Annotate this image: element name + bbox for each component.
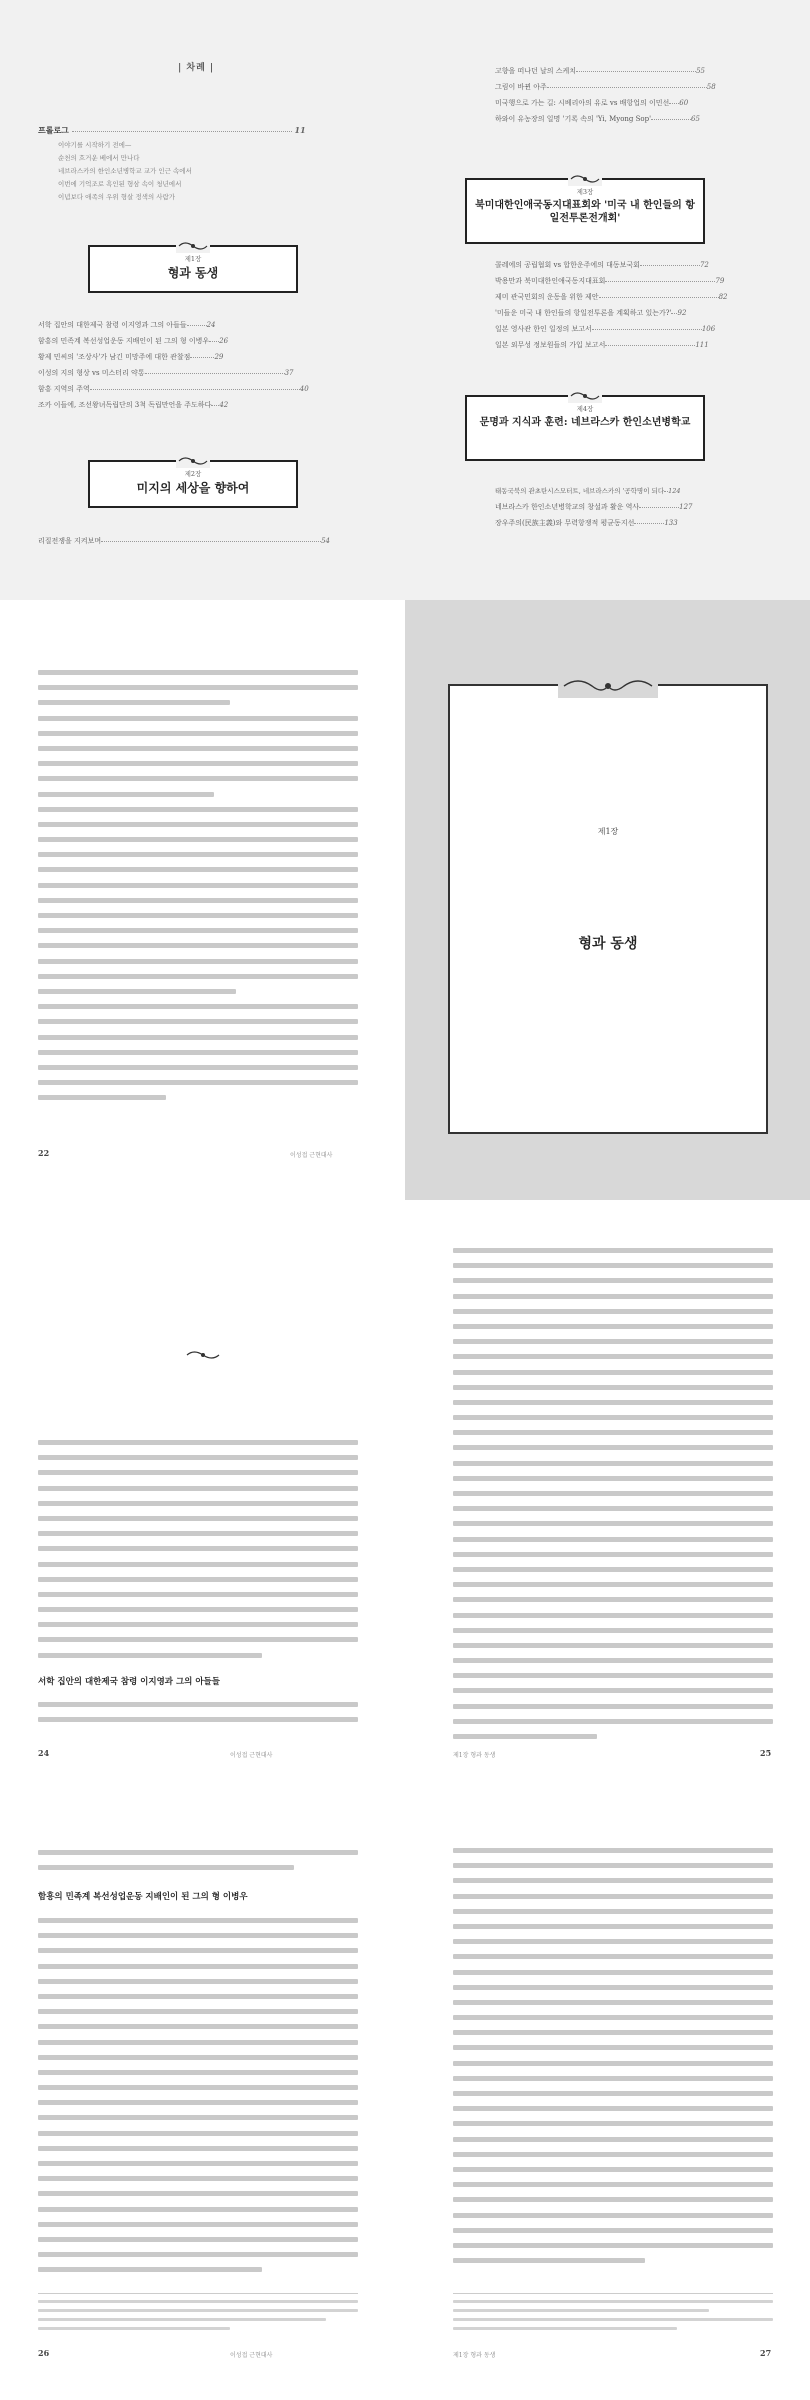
toc-leader <box>72 131 292 132</box>
toc-item-page: 29 <box>214 353 224 361</box>
toc-item-label: 하와이 유농장의 일명 '기록 속의 'Yi, Myong Sop' <box>495 115 652 123</box>
toc-entry <box>495 518 678 528</box>
toc-entry <box>495 324 715 334</box>
toc-item-label: 일본 외무성 정보원들의 가입 보고서 <box>495 341 606 349</box>
spread-toc <box>0 0 810 600</box>
spread-26-27 <box>0 1800 810 2400</box>
body-text-block <box>38 670 358 1110</box>
toc-leader <box>669 103 679 104</box>
toc-leader <box>90 389 300 390</box>
toc-item-page: 82 <box>718 293 728 301</box>
toc-leader <box>190 357 214 358</box>
running-header: 이성접 근현대사 <box>230 1752 273 1759</box>
toc-item-label: 장우주의(民族主義)와 무력항쟁적 평균동지선 <box>495 519 635 527</box>
page-23-chapter-title <box>405 600 810 1200</box>
toc-item-label: 함흥의 민족계 복선성업운동 지배인이 된 그의 형 이병우 <box>38 337 210 345</box>
toc-left-page <box>0 0 405 600</box>
page-24 <box>0 1200 405 1800</box>
chapter-number: 제4장 <box>576 405 594 413</box>
toc-item-page: 54 <box>321 537 331 545</box>
body-text-block <box>453 1248 773 1749</box>
spread-24-25 <box>0 1200 810 1800</box>
toc-item-page: 58 <box>706 83 716 91</box>
toc-entry <box>495 66 705 76</box>
toc-item-page: 133 <box>664 519 678 527</box>
section-heading: 함흥의 민족계 복선성업운동 지배인이 된 그의 형 이병우 <box>38 1892 248 1902</box>
page-number: 27 <box>760 2348 772 2358</box>
page-number: 25 <box>760 1748 772 1758</box>
running-header: 제1장 형과 동생 <box>453 2352 496 2359</box>
ornament-icon <box>176 454 210 468</box>
running-header: 이성접 근현대사 <box>230 2352 273 2359</box>
toc-item-page: 42 <box>219 401 229 409</box>
page-22 <box>0 600 405 1200</box>
chapter-title: 미지의 세상을 향하여 <box>136 481 250 495</box>
toc-item-label: 일본 영사관 한인 일정의 보고서 <box>495 325 592 333</box>
toc-leader <box>634 523 664 524</box>
ornament-icon <box>185 1348 221 1362</box>
chapter-number: 제1장 <box>184 255 202 263</box>
body-text-block <box>38 1440 358 1668</box>
toc-leader <box>599 297 719 298</box>
toc-entry <box>495 98 688 108</box>
toc-entry <box>495 114 700 124</box>
page-26 <box>0 1800 405 2400</box>
toc-item-page: 111 <box>695 341 709 349</box>
toc-prologue-sub: 이번에 기억조로 흑인된 형삼 속이 청년에서 <box>58 180 182 188</box>
chapter-title: 문명과 지식과 훈련: 네브라스카 한인소년병학교 <box>479 417 691 428</box>
toc-item-page: 72 <box>699 261 709 269</box>
toc-item-label: 황제 민씨의 '조상사'가 남긴 미망주에 대한 관찰점 <box>38 353 191 361</box>
toc-entry <box>495 486 681 495</box>
toc-item-page: 106 <box>701 325 716 333</box>
chapter-title: 북미대한인애국동지대표회와 '미국 내 한인들의 항일전투론전개회' <box>475 200 695 224</box>
toc-leader <box>209 341 219 342</box>
toc-item-page: 40 <box>299 385 309 393</box>
body-text-block <box>38 1918 358 2283</box>
ornament-icon <box>558 674 658 698</box>
toc-item-label: 네브라스카 한인소년병학교의 창설과 활운 역사 <box>495 503 640 511</box>
toc-item-label: 박용만과 북미대한인애국동지대표회 <box>495 277 606 285</box>
toc-leader <box>605 345 695 346</box>
running-header: 제1장 형과 동생 <box>453 1752 496 1759</box>
toc-item-page: 79 <box>715 277 725 285</box>
toc-item-page: 124 <box>668 487 681 495</box>
toc-leader <box>639 507 679 508</box>
toc-item-label: 미국행으로 가는 길: 시베리아의 유로 vs 배항업의 이민선 <box>495 99 670 107</box>
toc-leader <box>651 119 691 120</box>
toc-item-label: 태동국북의 관초탄시스모터트, 네브라스카의 '공학명이 되다 <box>495 487 665 495</box>
toc-item-label: '미들운 미국 내 한인들의 항일전투론을 계획하고 있는가?' <box>495 309 672 317</box>
toc-entry <box>38 384 309 394</box>
toc-item-label: 서학 집안의 대한제국 참령 이지영과 그의 아들들 <box>38 321 187 329</box>
toc-prologue <box>38 125 306 136</box>
toc-entry <box>495 502 693 512</box>
toc-item-label: 프롤로그 <box>38 125 69 135</box>
toc-entry <box>38 536 330 546</box>
chapter-number: 제1장 <box>597 827 619 836</box>
toc-chapter2-box <box>88 460 298 508</box>
spread-22-23 <box>0 600 810 1200</box>
chapter-title: 형과 동생 <box>167 266 219 280</box>
toc-item-label: 조카 이들에, 조선왕녀독립단의 3척 독립만언을 주도하다 <box>38 401 212 409</box>
toc-entry <box>495 260 709 270</box>
toc-item-label: 제미 관국민회의 운동을 위한 제안 <box>495 293 599 301</box>
section-heading: 서학 집안의 대한제국 참령 이지영과 그의 아들들 <box>38 1677 220 1687</box>
toc-leader <box>187 325 207 326</box>
toc-entry <box>38 320 216 330</box>
toc-item-label: 그림이 바뀐 아주 <box>495 83 547 91</box>
chapter-number: 제3장 <box>576 188 594 196</box>
ornament-icon <box>568 172 602 186</box>
footnotes <box>453 2293 773 2336</box>
toc-leader <box>592 329 702 330</box>
toc-item-label: 이성의 지의 형상 vs 미스터리 약통 <box>38 369 145 377</box>
page-number: 24 <box>38 1748 50 1758</box>
toc-heading: | 차례 | <box>178 63 215 73</box>
toc-entry <box>495 292 728 302</box>
toc-leader <box>576 71 696 72</box>
toc-leader <box>145 373 285 374</box>
toc-leader <box>640 265 700 266</box>
page-27 <box>405 1800 810 2400</box>
toc-chapter4-box <box>465 395 705 461</box>
body-text-block <box>38 1850 358 1880</box>
footnotes <box>38 2293 358 2336</box>
body-text-block <box>453 1848 773 2273</box>
toc-item-page: 24 <box>206 321 216 329</box>
toc-leader <box>547 87 707 88</box>
toc-leader <box>605 281 715 282</box>
toc-item-label: 함흥 지역의 주역 <box>38 385 90 393</box>
toc-entry <box>38 336 228 346</box>
chapter-number: 제2장 <box>184 470 202 478</box>
toc-chapter1-box <box>88 245 298 293</box>
toc-entry <box>495 308 686 318</box>
toc-entry <box>495 82 716 92</box>
toc-leader <box>101 541 321 542</box>
toc-item-page: 26 <box>219 337 229 345</box>
toc-entry <box>38 368 294 378</box>
toc-item-label: 고향을 떠나던 날의 스케치 <box>495 67 577 75</box>
toc-prologue-sub: 이념보다 애족의 우위 형살 정색의 사람가 <box>58 193 176 201</box>
toc-prologue-sub: 네브라스카의 한인소년병학교 교가 인근 속에서 <box>58 167 192 175</box>
chapter-title: 형과 동생 <box>578 936 638 952</box>
chapter-title-frame <box>448 684 768 1134</box>
toc-item-label: 리질전쟁을 지켜보며 <box>38 537 102 545</box>
toc-entry <box>38 352 223 362</box>
toc-item-page: 60 <box>679 99 689 107</box>
page-number: 22 <box>38 1148 50 1158</box>
toc-entry <box>495 340 709 350</box>
toc-item-page: 11 <box>294 125 306 135</box>
body-text-block <box>38 1702 358 1732</box>
toc-item-label: 콜레에의 공립협회 vs 합한운주에의 대동보국회 <box>495 261 640 269</box>
toc-item-page: 127 <box>679 503 693 511</box>
toc-prologue-sub: 순천의 흐거운 베에서 만나다 <box>58 154 140 162</box>
toc-item-page: 65 <box>691 115 700 123</box>
toc-entry <box>495 276 724 286</box>
ornament-icon <box>568 389 602 403</box>
page-number: 26 <box>38 2348 50 2358</box>
running-header: 이성접 근현대사 <box>290 1152 333 1159</box>
toc-chapter3-box <box>465 178 705 244</box>
page-25 <box>405 1200 810 1800</box>
toc-right-page <box>405 0 810 600</box>
ornament-icon <box>176 239 210 253</box>
toc-prologue-sub: 이야기를 시작하기 전에— <box>58 141 132 149</box>
toc-item-page: 37 <box>284 369 294 377</box>
toc-entry <box>38 400 228 410</box>
toc-item-page: 55 <box>696 67 705 75</box>
toc-item-page: 92 <box>677 309 687 317</box>
